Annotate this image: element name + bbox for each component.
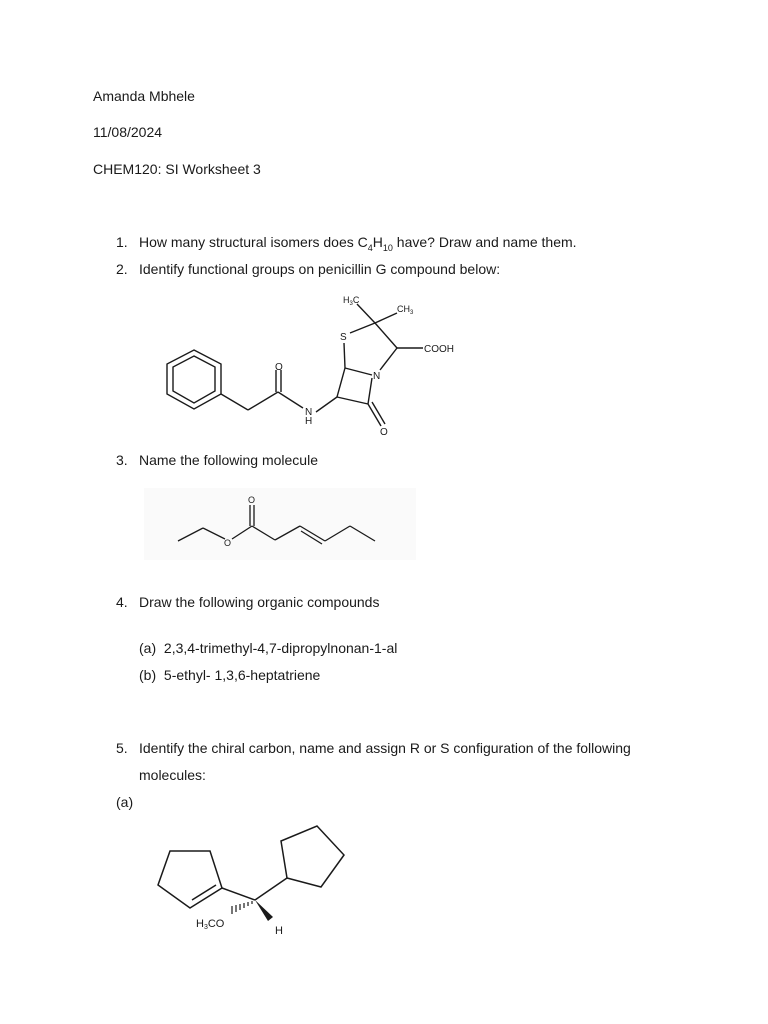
ester-carbonyl-oxygen: O <box>248 495 256 505</box>
question-4a: (a) 2,3,4-trimethyl-4,7-dipropylnonan-1-al <box>139 640 398 656</box>
question-5a-label: (a) <box>116 794 134 810</box>
amide-oxygen-label: O <box>275 362 283 373</box>
cooh-label: COOH <box>424 344 454 355</box>
question-5-text-line2: molecules: <box>139 767 206 783</box>
amide-hydrogen-label: H <box>305 416 313 427</box>
author-name: Amanda Mbhele <box>93 88 195 104</box>
question-5-number: 5. <box>116 740 128 756</box>
question-3-number: 3. <box>116 452 128 468</box>
question-1-number: 1. <box>116 234 128 250</box>
question-3-text: Name the following molecule <box>139 452 318 468</box>
question-1-text: How many structural isomers does $C_4H_{10}$ have? Draw and name them. <box>139 234 577 253</box>
question-2-text: Identify functional groups on penicillin G compound below: <box>139 261 501 277</box>
question-2-number: 2. <box>116 261 128 277</box>
date: 11/08/2024 <box>93 124 163 140</box>
question-4-number: 4. <box>116 594 128 610</box>
question-4-text: Draw the following organic compounds <box>139 594 380 610</box>
ester-ether-oxygen: O <box>224 538 232 548</box>
course-title: CHEM120: SI Worksheet 3 <box>93 161 261 177</box>
question-4b: (b) 5-ethyl- 1,3,6-heptatriene <box>139 667 321 683</box>
ring-nitrogen-label: N <box>373 371 381 382</box>
chiral-molecule-structure <box>150 820 360 940</box>
lactam-oxygen-label: O <box>380 427 388 438</box>
hydrogen-label: H <box>275 925 283 937</box>
ester-structure <box>170 490 385 555</box>
amide-nitrogen-label: N <box>305 407 313 418</box>
sulfur-label: S <box>340 332 347 343</box>
ch3-label: $CH_3$ <box>397 304 414 316</box>
methoxy-label: H3CO <box>196 918 225 931</box>
h3c-label: $H_3C$ <box>343 295 360 307</box>
penicillin-g-structure <box>160 285 480 445</box>
question-5-text-line1: Identify the chiral carbon, name and assign R or S configuration of the following <box>139 740 631 756</box>
